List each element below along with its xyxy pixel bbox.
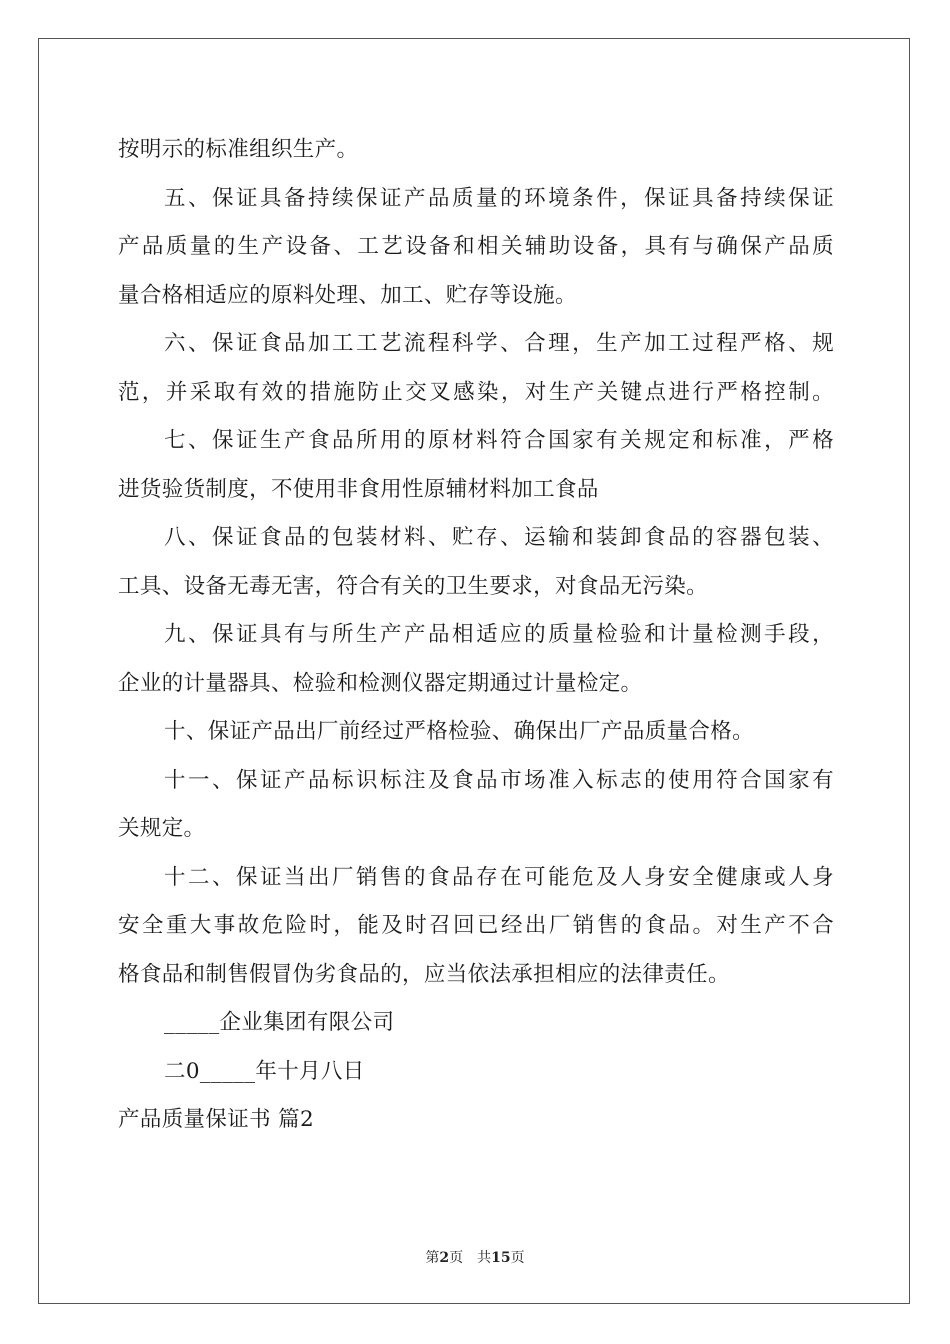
text-line: 进货验货制度，不使用非食用性原辅材料加工食品 <box>118 476 599 502</box>
text-line: 量合格相适应的原料处理、加工、贮存等设施。 <box>118 282 577 308</box>
section-heading: 产品质量保证书 篇2 <box>118 1107 315 1132</box>
text-line: 工具、设备无毒无害，符合有关的卫生要求，对食品无污染。 <box>118 573 708 599</box>
text-line: 按明示的标准组织生产。 <box>118 137 359 162</box>
company-signature: _____企业集团有限公司 <box>164 1010 395 1035</box>
total-prefix: 共 <box>477 1250 492 1266</box>
text-line: 范，并采取有效的措施防止交叉感染，对生产关键点进行严格控制。 <box>118 379 834 405</box>
text-line: 十一、保证产品标识标注及食品市场准入标志的使用符合国家有 <box>164 767 834 793</box>
total-suffix: 页 <box>510 1250 525 1266</box>
page-suffix: 页 <box>449 1250 464 1266</box>
text-line: 格食品和制售假冒伪劣食品的，应当依法承担相应的法律责任。 <box>118 961 730 987</box>
text-line: 安全重大事故危险时，能及时召回已经出厂销售的食品。对生产不合 <box>118 913 834 938</box>
text-line: 十二、保证当出厂销售的食品存在可能危及人身安全健康或人身 <box>164 864 834 890</box>
total-pages: 15 <box>491 1250 511 1266</box>
text-line: 七、保证生产食品所用的原材料符合国家有关规定和标准，严格 <box>164 428 834 453</box>
text-line: 九、保证具有与所生产产品相适应的质量检验和计量检测手段， <box>164 622 834 647</box>
text-line: 企业的计量器具、检验和检测仪器定期通过计量检定。 <box>118 670 643 696</box>
text-line: 产品质量的生产设备、工艺设备和相关辅助设备，具有与确保产品质 <box>118 234 834 259</box>
text-line: 十、保证产品出厂前经过严格检验、确保出厂产品质量合格。 <box>164 719 754 744</box>
signature-date: 二0_____年十月八日 <box>164 1058 365 1084</box>
text-line: 八、保证食品的包装材料、贮存、运输和装卸食品的容器包装、 <box>164 525 834 550</box>
page-prefix: 第 <box>425 1250 440 1266</box>
text-line: 关规定。 <box>118 816 206 841</box>
page-number: 2 <box>439 1250 450 1266</box>
text-line: 六、保证食品加工工艺流程科学、合理，生产加工过程严格、规 <box>164 331 834 356</box>
document-body <box>118 126 834 1145</box>
text-line: 五、保证具备持续保证产品质量的环境条件，保证具备持续保证 <box>164 185 834 211</box>
page-footer <box>0 1247 950 1267</box>
